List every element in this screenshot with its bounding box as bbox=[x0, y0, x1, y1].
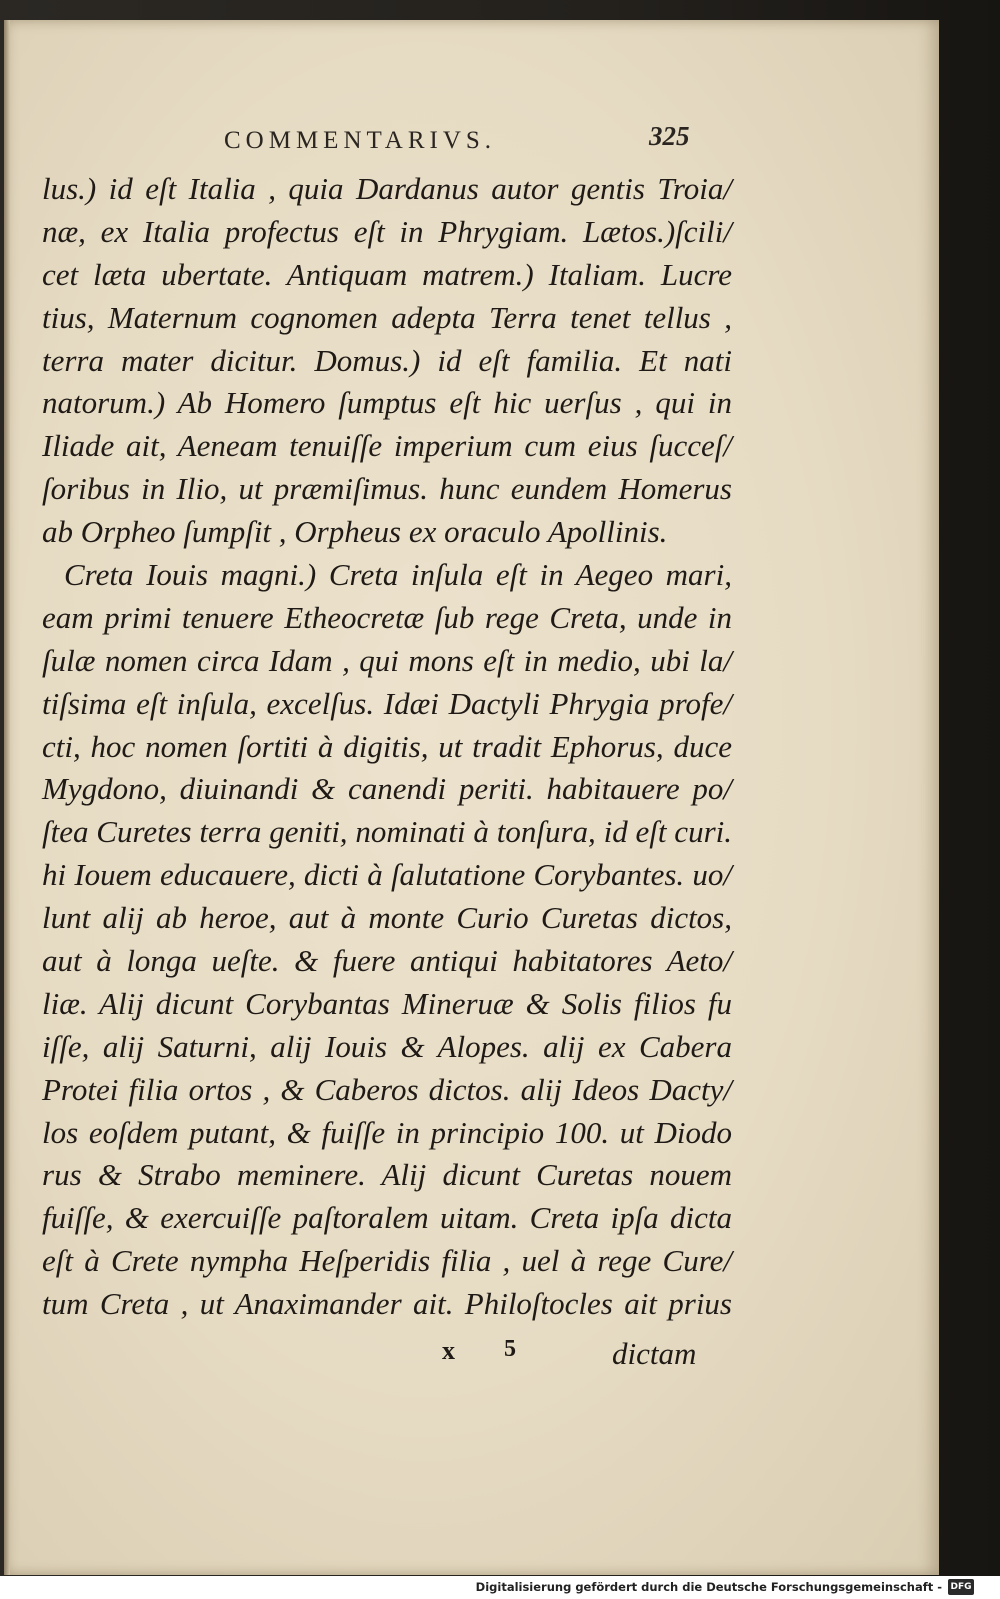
credit-text: Digitalisierung gefördert durch die Deutsche Forschungsgemeinschaft - bbox=[475, 1580, 942, 1594]
text-line: eſt à Crete nympha Heſperidis filia , uel à rege Cure/ bbox=[42, 1243, 732, 1279]
catchword: dictam bbox=[612, 1336, 697, 1371]
running-title: COMMENTARIVS. bbox=[224, 127, 497, 154]
text-line: Protei filia ortos , & Caberos dictos. alij Ideos Dacty/ bbox=[42, 1071, 732, 1107]
text-line: Iliade ait, Aeneam tenuiſſe imperium cum eius ſucceſ/ bbox=[42, 428, 732, 464]
text-line: lus.) id eſt Italia , quia Dardanus autor gentis Troia/ bbox=[42, 171, 732, 206]
text-line: iſſe, alij Saturni, alij Iouis & Alopes. alij ex Cabera bbox=[42, 1028, 732, 1064]
dfg-logo-icon: DFG bbox=[948, 1579, 974, 1595]
text-line: fuiſſe, & exercuiſſe paſtoralem uitam. Creta ipſa dicta bbox=[42, 1200, 732, 1236]
text-line: lunt alij ab heroe, aut à monte Curio Curetas dictos, bbox=[42, 900, 732, 936]
text-line: terra mater dicitur. Domus.) id eſt familia. Et nati bbox=[42, 342, 732, 378]
text-line: tius, Maternum cognomen adepta Terra tenet tellus , bbox=[42, 299, 732, 335]
book-page bbox=[4, 20, 939, 1575]
page-left-edge bbox=[4, 20, 10, 1575]
text-line: natorum.) Ab Homero ſumptus eſt hic uerſus , qui in bbox=[42, 385, 732, 421]
text-line: eam primi tenuere Etheocretæ ſub rege Creta, unde in bbox=[42, 599, 732, 635]
text-line: ſoribus in Ilio, ut præmiſimus. hunc eundem Homerus bbox=[42, 471, 732, 507]
credit-bar bbox=[0, 1576, 1000, 1599]
signature-number: 5 bbox=[504, 1336, 516, 1362]
text-line: Mygdono, diuinandi & canendi periti. habitauere po/ bbox=[42, 771, 732, 807]
text-line: cti, hoc nomen ſortiti à digitis, ut tradit Ephorus, duce bbox=[42, 728, 732, 764]
text-line: ſulæ nomen circa Idam , qui mons eſt in medio, ubi la/ bbox=[42, 642, 732, 678]
text-line: cet læta ubertate. Antiquam matrem.) Italiam. Lucre bbox=[42, 256, 732, 292]
signature-mark: x bbox=[442, 1336, 455, 1365]
text-block bbox=[42, 168, 732, 1326]
text-line: hi Iouem educauere, dicti à ſalutatione Corybantes. uo/ bbox=[42, 857, 732, 893]
text-line: tiſsima eſt inſula, excelſus. Idæi Dactyli Phrygia profe/ bbox=[42, 685, 732, 721]
page-number: 325 bbox=[649, 121, 690, 151]
text-line: tum Creta , ut Anaximander ait. Philoſtocles ait prius bbox=[42, 1286, 732, 1322]
text-line: Creta Iouis magni.) Creta inſula eſt in Aegeo mari, bbox=[64, 557, 732, 593]
text-line: los eoſdem putant, & fuiſſe in principio 100. ut Diodo bbox=[42, 1114, 732, 1150]
text-line: aut à longa ueſte. & fuere antiqui habitatores Aeto/ bbox=[42, 943, 732, 979]
text-line: rus & Strabo meminere. Alij dicunt Curetas nouem bbox=[42, 1157, 732, 1193]
text-line: liæ. Alij dicunt Corybantas Mineruæ & Solis filios fu bbox=[42, 985, 732, 1021]
page-footer bbox=[42, 1336, 732, 1378]
running-head bbox=[44, 115, 744, 155]
text-line: ſtea Curetes terra geniti, nominati à tonſura, id eſt curi. bbox=[42, 814, 732, 850]
text-line: ab Orpheo ſumpſit , Orpheus ex oraculo Apollinis. bbox=[42, 514, 668, 550]
text-line: næ, ex Italia profectus eſt in Phrygiam. Lætos.)ſcili/ bbox=[42, 213, 732, 249]
